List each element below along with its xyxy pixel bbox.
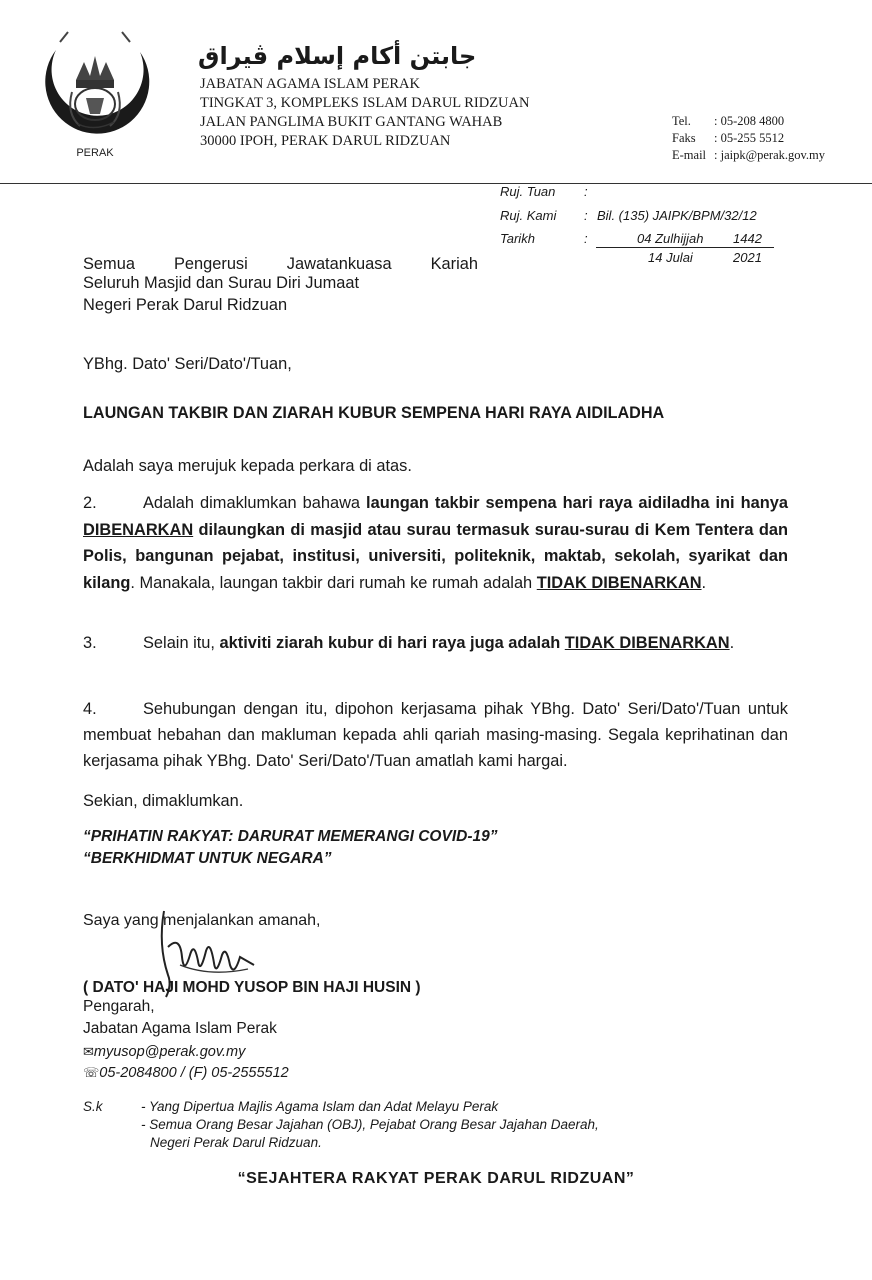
paragraph-1: Adalah saya merujuk kepada perkara di atas. — [83, 457, 412, 475]
footer-motto: “SEJAHTERA RAKYAT PERAK DARUL RIDZUAN” — [237, 1170, 635, 1187]
signatory-phone: 05-2084800 / (F) 05-2555512 — [99, 1065, 289, 1081]
paragraph-number: 3. — [83, 634, 97, 652]
ref-label: Tarikh — [500, 231, 535, 246]
address-line-4: 30000 IPOH, PERAK DARUL RIDZUAN — [200, 133, 451, 149]
hijri-year: 1442 — [733, 231, 762, 246]
paragraph-2: 2. Adalah dimaklumkan bahawa laungan takbir sempena hari raya aidiladha ini hanya DIBENARKAN dilaungkan di masjid atau surau termasuk surau-surau di Kem Tentera dan Polis, bangunan pejabat, institusi, universiti, politeknik, maktab, sekolah, syarikat dan kilang. Manakala, laungan takbir dari rumah ke rumah adalah TIDAK DIBENARKAN. — [83, 490, 788, 596]
signatory-email-row — [83, 1042, 788, 1062]
closing: Sekian, dimaklumkan. — [83, 792, 244, 810]
crest-label: PERAK — [76, 147, 114, 159]
signatory-email: myusop@perak.gov.my — [93, 1044, 246, 1060]
signatory-title: Pengarah, — [83, 998, 155, 1015]
letter-subject: LAUNGAN TAKBIR DAN ZIARAH KUBUR SEMPENA HARI RAYA AIDILADHA — [83, 404, 665, 422]
contact-tel — [672, 114, 784, 129]
contact-email — [672, 148, 825, 163]
address-line-3: JALAN PANGLIMA BUKIT GANTANG WAHAB — [200, 114, 503, 130]
contact-value: : 05-208 4800 — [714, 114, 785, 128]
contact-value: : jaipk@perak.gov.my — [714, 148, 826, 162]
cc-label: S.k — [83, 1099, 103, 1114]
recipient-line-3: Negeri Perak Darul Ridzuan — [83, 296, 288, 314]
sign-off: Saya yang menjalankan amanah, — [83, 912, 321, 929]
paragraph-number: 4. — [83, 700, 97, 718]
signatory-department: Jabatan Agama Islam Perak — [83, 1020, 277, 1037]
paragraph-number: 2. — [83, 494, 97, 512]
gregorian-date: 14 Julai — [648, 250, 693, 265]
paragraph-4: 4. Sehubungan dengan itu, dipohon kerjasama pihak YBhg. Dato' Seri/Dato'/Tuan untuk membuat hebahan dan makluman kepada ahli qariah masing-masing. Segala keprihatinan dan kerjasama pihak YBhg. Dato' Seri/Dato'/Tuan amatlah kami hargai. — [83, 696, 788, 774]
ref-label: Ruj. Kami — [500, 208, 557, 223]
salutation: YBhg. Dato' Seri/Dato'/Tuan, — [83, 355, 292, 373]
ref-ruj-tuan: Ruj. Tuan : — [500, 184, 588, 199]
slogan-2: “BERKHIDMAT UNTUK NEGARA” — [83, 850, 332, 867]
signatory-name: ( DATO' HAJI MOHD YUSOP BIN HAJI HUSIN ) — [83, 979, 421, 996]
hijri-date: 04 Zulhijjah — [637, 231, 704, 246]
ref-label: Ruj. Tuan — [500, 184, 556, 199]
signatory-phone-row — [83, 1063, 788, 1083]
contact-value: : 05-255 5512 — [714, 131, 785, 145]
cc-line-1: - Yang Dipertua Majlis Agama Islam dan Adat Melayu Perak — [141, 1099, 499, 1114]
address-line-1: JABATAN AGAMA ISLAM PERAK — [200, 76, 420, 92]
recipient-line-1: Semua Pengerusi Jawatankuasa Kariah — [83, 255, 478, 273]
contact-label: E-mail — [672, 148, 707, 162]
recipient-line-2: Seluruh Masjid dan Surau Diri Jumaat — [83, 274, 360, 292]
envelope-icon: ✉ — [83, 1044, 94, 1059]
ref-ruj-kami: Ruj. Kami : Bil. (135) JAIPK/BPM/32/12 — [500, 208, 757, 223]
arabic-department-name: جابتن أكام إسلام ڤيراق — [198, 42, 477, 70]
cc-line-2: - Semua Orang Besar Jajahan (OBJ), Pejabat Orang Besar Jajahan Daerah, — [141, 1117, 599, 1132]
ref-value: Bil. (135) JAIPK/BPM/32/12 — [597, 208, 757, 223]
address-line-2: TINGKAT 3, KOMPLEKS ISLAM DARUL RIDZUAN — [200, 95, 530, 111]
contact-fax — [672, 131, 784, 146]
slogan-1: “PRIHATIN RAKYAT: DARURAT MEMERANGI COVID-19” — [83, 828, 498, 845]
contact-label: Tel. — [672, 114, 691, 128]
contact-label: Faks — [672, 131, 696, 145]
cc-line-3: Negeri Perak Darul Ridzuan. — [150, 1135, 322, 1150]
paragraph-3: 3. Selain itu, aktiviti ziarah kubur di hari raya juga adalah TIDAK DIBENARKAN. — [83, 630, 788, 656]
perak-crest-logo — [38, 22, 153, 162]
gregorian-year: 2021 — [733, 250, 762, 265]
ref-tarikh: Tarikh : 04 Zulhijjah 1442 14 Julai 2021 — [0, 231, 872, 271]
phone-icon: ☏ — [83, 1065, 100, 1080]
